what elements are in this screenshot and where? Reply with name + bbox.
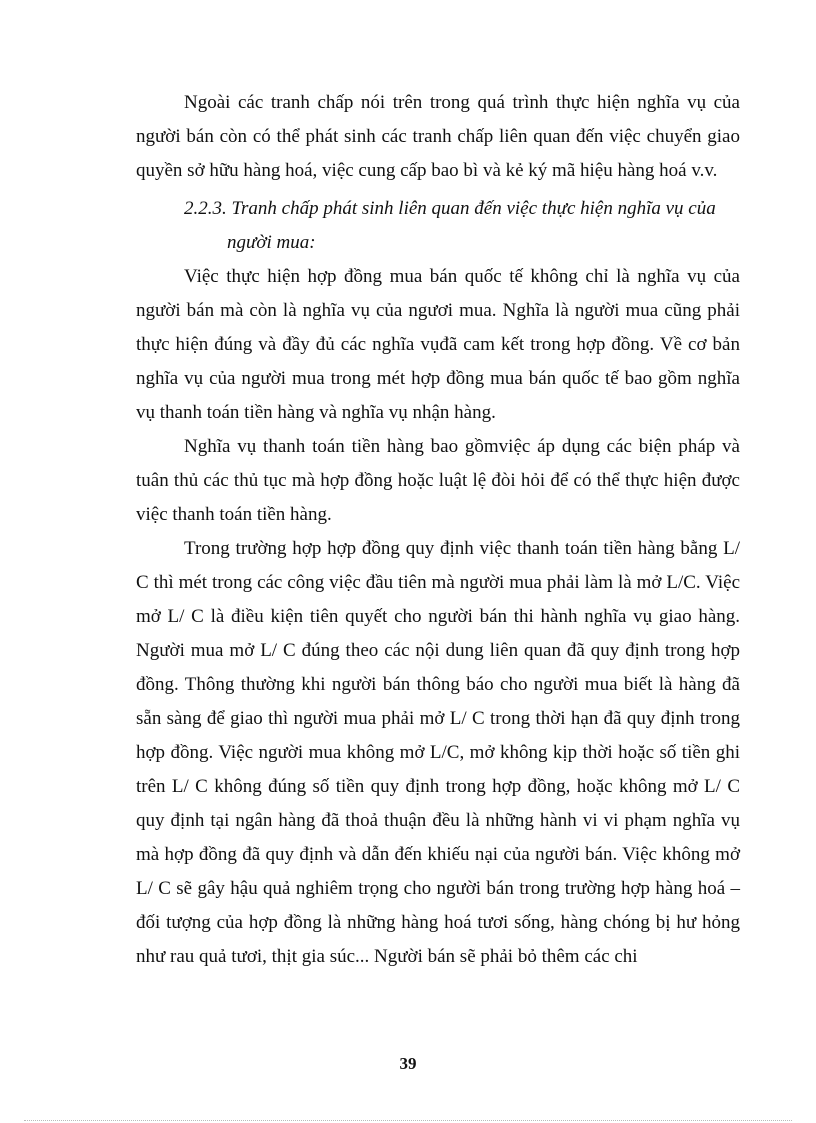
- document-body: [136, 86, 740, 974]
- section-heading-line1: 2.2.3. Tranh chấp phát sinh liên quan đến việc thực hiện nghĩa vụ của: [184, 198, 716, 219]
- page-number: 39: [399, 1054, 417, 1073]
- paragraph-seller-disputes: Ngoài các tranh chấp nói trên trong quá trình thực hiện nghĩa vụ của người bán còn có thể phát sinh các tranh chấp liên quan đến việc chuyển giao quyền sở hữu hàng hoá, việc cung cấp bao bì và kẻ ký mã hiệu hàng hoá v.v.: [136, 92, 740, 181]
- paragraph-buyer-obligations: Việc thực hiện hợp đồng mua bán quốc tế không chỉ là nghĩa vụ của người bán mà còn là nghĩa vụ của ngươi mua. Nghĩa là người mua cũng phải thực hiện đúng và đầy đủ các nghĩa vụđã cam kết trong hợp đồng. Về cơ bản nghĩa vụ của người mua trong mét hợp đồng mua bán quốc tế bao gồm nghĩa vụ thanh toán tiền hàng và nghĩa vụ nhận hàng.: [136, 266, 740, 423]
- paragraph-payment-obligation: Nghĩa vụ thanh toán tiền hàng bao gồmviệc áp dụng các biện pháp và tuân thủ các thủ tục mà hợp đồng hoặc luật lệ đòi hỏi để có thể thực hiện được việc thanh toán tiền hàng.: [136, 436, 740, 525]
- section-heading-line2: người mua:: [227, 232, 316, 253]
- section-heading: [136, 192, 740, 260]
- paragraph-letter-of-credit: Trong trường hợp hợp đồng quy định việc thanh toán tiền hàng bằng L/ C thì mét trong các công việc đầu tiên mà người mua phải làm là mở L/C. Việc mở L/ C là điều kiện tiên quyết cho người bán thi hành nghĩa vụ giao hàng. Người mua mở L/ C đúng theo các nội dung liên quan đã quy định trong hợp đồng. Thông thường khi người bán thông báo cho người mua biết là hàng đã sẵn sàng để giao thì người mua phải mở L/ C trong thời hạn đã quy định trong hợp đồng. Việc người mua không mở L/C, mở không kịp thời hoặc số tiền ghi trên L/ C không đúng số tiền quy định trong hợp đồng, hoặc không mở L/ C quy định tại ngân hàng đã thoả thuận đều là những hành vi vi phạm nghĩa vụ mà hợp đồng đã quy định và dẫn đến khiếu nại của người bán. Việc không mở L/ C sẽ gây hậu quả nghiêm trọng cho người bán trong trường hợp hàng hoá – đối tượng của hợp đồng là những hàng hoá tươi sống, hàng chóng bị hư hỏng như rau quả tươi, thịt gia súc... Người bán sẽ phải bỏ thêm các chi: [136, 538, 740, 967]
- page-bottom-rule: [24, 1120, 792, 1121]
